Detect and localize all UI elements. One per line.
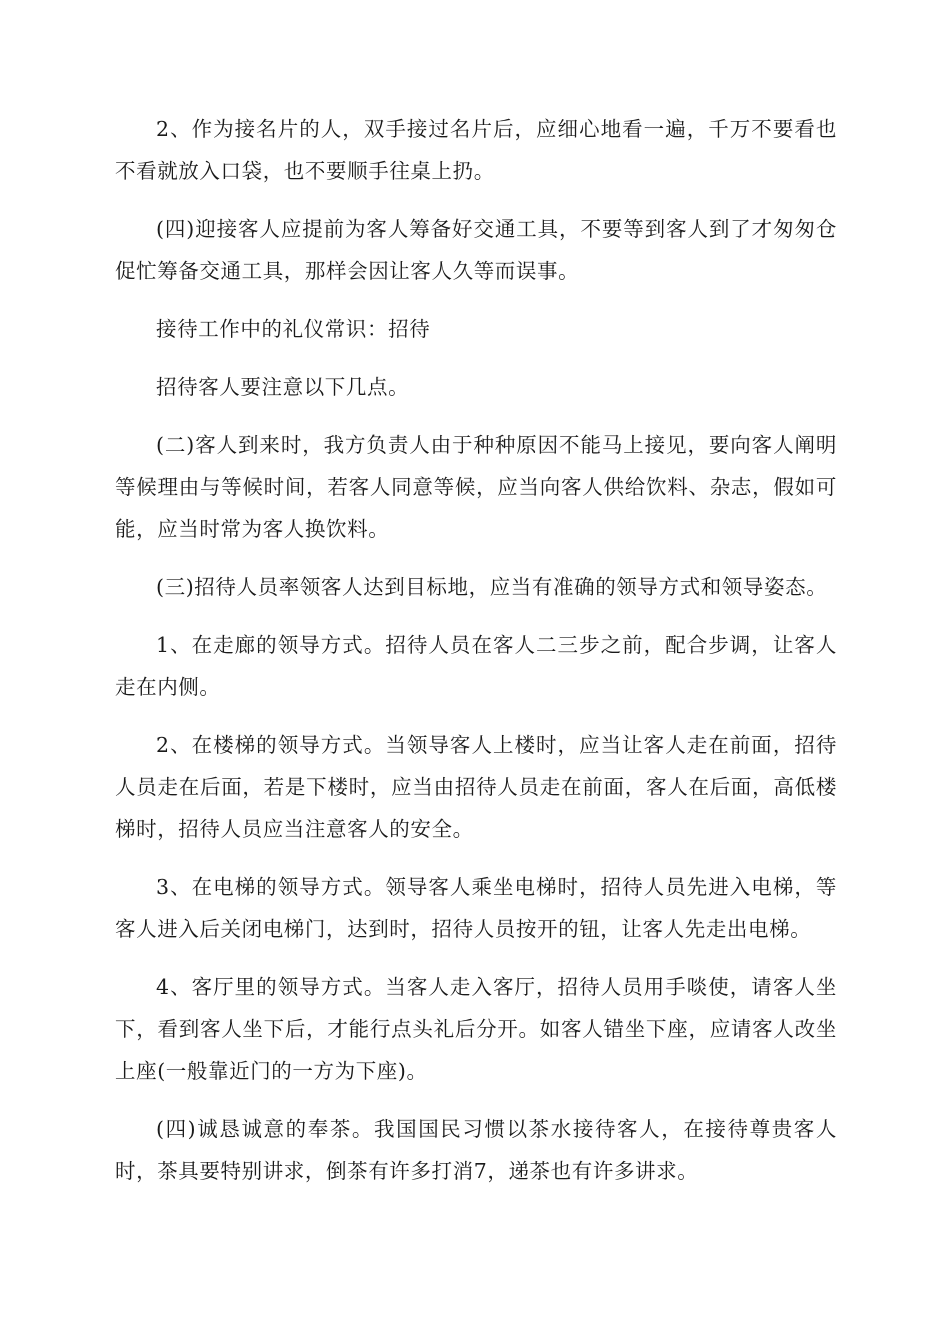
paragraph-5: (二)客人到来时，我方负责人由于种种原因不能马上接见，要向客人阐明等候理由与等候时间，若客人同意等候，应当向客人供给饮料、杂志，假如可能，应当时常为客人换饮料。 <box>115 433 837 541</box>
paragraph-7: 1、在走廊的领导方式。招待人员在客人二三步之前，配合步调，让客人走在内侧。 <box>115 633 837 699</box>
paragraph-11: (四)诚恳诚意的奉茶。我国国民习惯以茶水接待客人，在接待尊贵客人时，茶具要特别讲求，倒茶有许多打消7，递茶也有许多讲求。 <box>115 1117 837 1183</box>
paragraph-1: 2、作为接名片的人，双手接过名片后，应细心地看一遍，千万不要看也不看就放入口袋，也不要顺手往桌上扔。 <box>115 117 837 183</box>
paragraph-3: 接待工作中的礼仪常识：招待 <box>156 317 431 341</box>
paragraph-4: 招待客人要注意以下几点。 <box>156 375 410 399</box>
paragraph-9: 3、在电梯的领导方式。领导客人乘坐电梯时，招待人员先进入电梯，等客人进入后关闭电梯门，达到时，招待人员按开的钮，让客人先走出电梯。 <box>115 875 837 941</box>
document-body <box>115 108 837 1208</box>
paragraph-10: 4、客厅里的领导方式。当客人走入客厅，招待人员用手啖使，请客人坐下，看到客人坐下后，才能行点头礼后分开。如客人错坐下座，应请客人改坐上座(一般靠近门的一方为下座)。 <box>115 975 837 1083</box>
paragraph-2: (四)迎接客人应提前为客人筹备好交通工具，不要等到客人到了才匆匆仓促忙筹备交通工具，那样会因让客人久等而误事。 <box>115 217 837 283</box>
paragraph-8: 2、在楼梯的领导方式。当领导客人上楼时，应当让客人走在前面，招待人员走在后面，若是下楼时，应当由招待人员走在前面，客人在后面，高低楼梯时，招待人员应当注意客人的安全。 <box>115 733 837 841</box>
paragraph-6: (三)招待人员率领客人达到目标地，应当有准确的领导方式和领导姿态。 <box>156 575 828 599</box>
